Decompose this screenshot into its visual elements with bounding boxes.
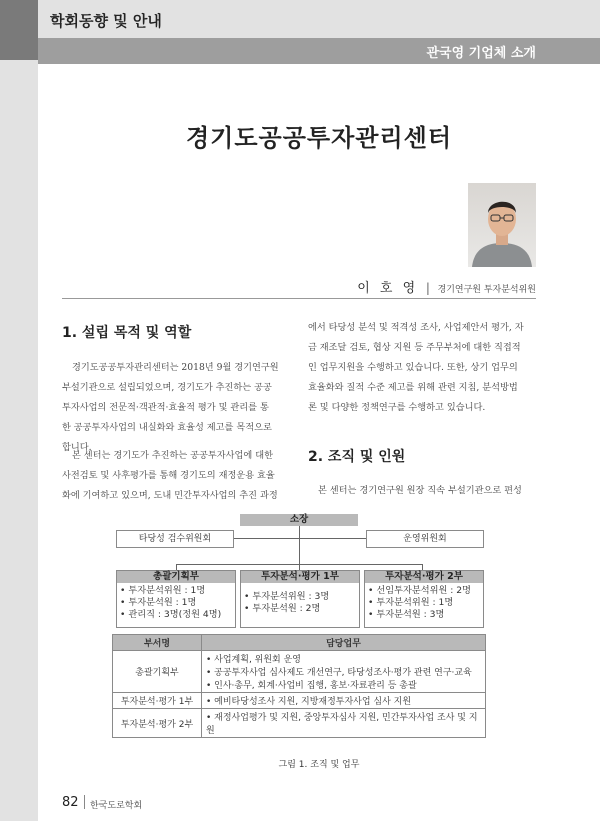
page-number: 82 — [62, 795, 79, 810]
org-connector — [232, 538, 366, 539]
section2-heading: 2. 조직 및 인원 — [308, 449, 406, 465]
department-box — [116, 570, 236, 628]
table-cell-duties — [202, 651, 486, 693]
text-line: 부설기관으로 설립되었으며, 경기도가 추진하는 공공 — [62, 382, 272, 393]
society-name: 한국도로학회 — [90, 801, 143, 811]
section2-paragraph-1 — [308, 481, 536, 501]
text-line: 경기도공공투자관리센터는 2018년 9월 경기연구원 — [72, 362, 279, 373]
section1-paragraph-3 — [308, 318, 536, 418]
org-chart — [112, 512, 486, 632]
author-photo — [468, 183, 536, 267]
section1-paragraph-2 — [62, 446, 292, 506]
table-row — [113, 693, 486, 709]
department-name: 투자분석·평가 1부 — [241, 571, 359, 583]
staff-item: • 투자분석원 : 3명 — [368, 609, 445, 620]
table-row — [113, 709, 486, 738]
author-affiliation: 경기연구원 투자분석위원 — [437, 285, 536, 295]
staff-item: • 관리직 : 3명(정원 4명) — [120, 609, 222, 620]
committee-operations: 운영위원회 — [366, 530, 484, 548]
table-cell-dept: 투자분석·평가 2부 — [113, 709, 202, 738]
duty-item: • 인사·총무, 회계·사업비 집행, 홍보·자료관리 등 총괄 — [206, 681, 417, 691]
text-line: 합니다. — [62, 442, 92, 453]
text-line: 효율화와 질적 수준 제고를 위해 관련 지침, 분석방법 — [308, 382, 518, 393]
staff-item: • 투자분석원 : 2명 — [244, 603, 321, 614]
staff-item: • 투자분석위원 : 1명 — [368, 597, 454, 608]
department-box — [240, 570, 360, 628]
header-accent-block — [0, 0, 38, 60]
author-name: 이 호 영 — [357, 281, 419, 296]
text-line: 인 업무지원을 수행하고 있습니다. 또한, 상기 업무의 — [308, 362, 518, 373]
org-connector — [176, 564, 422, 565]
duty-item: • 재정사업평가 및 지원, 중앙투자심사 지원, 민간투자사업 조사 및 지원 — [206, 713, 478, 736]
staff-item: • 투자분석위원 : 1명 — [120, 585, 206, 596]
author-divider — [62, 298, 536, 299]
table-cell-dept: 총괄기획부 — [113, 651, 202, 693]
table-header: 부서명 — [113, 635, 202, 651]
department-name: 투자분석·평가 2부 — [365, 571, 483, 583]
text-line: 투자사업의 전문적·객관적·효율적 평가 및 관리를 통 — [62, 402, 269, 413]
article-title: 경기도공공투자관리센터 — [185, 123, 453, 152]
table-cell-duties — [202, 693, 486, 709]
footer-divider — [84, 795, 85, 809]
table-row — [113, 651, 486, 693]
text-line: 화에 기여하고 있으며, 도내 민간투자사업의 추진 과정 — [62, 490, 278, 501]
subsection-label: 관국영 기업체 소개 — [426, 46, 536, 61]
staff-item: • 선임투자분석위원 : 2명 — [368, 585, 471, 596]
left-margin-bar — [0, 60, 38, 821]
duty-table — [112, 634, 486, 738]
author-byline: 이 호 영 | 경기연구원 투자분석위원 — [357, 281, 536, 296]
committee-feasibility: 타당성 검수위원회 — [116, 530, 234, 548]
staff-item: • 투자분석원 : 1명 — [120, 597, 197, 608]
section1-heading: 1. 설립 목적 및 역할 — [62, 325, 192, 341]
table-header-row — [113, 635, 486, 651]
duty-item: • 예비타당성조사 지원, 지방재정투자사업 심사 지원 — [206, 697, 412, 707]
text-line: 에서 타당성 분석 및 적격성 조사, 사업제안서 평가, 자 — [308, 322, 524, 333]
department-name: 총괄기획부 — [117, 571, 235, 583]
duty-item: • 사업계획, 위원회 운영 — [206, 655, 301, 665]
section1-paragraph-1 — [62, 358, 292, 458]
text-line: 사전검토 및 사후평가를 통해 경기도의 재정운용 효율 — [62, 470, 275, 481]
org-director: 소장 — [240, 514, 358, 526]
department-box — [364, 570, 484, 628]
person-portrait-icon — [468, 183, 536, 267]
text-line: 본 센터는 경기도가 추진하는 공공투자사업에 대한 — [72, 450, 273, 461]
section-label: 학회동향 및 안내 — [50, 12, 162, 30]
staff-item: • 투자분석위원 : 3명 — [244, 591, 330, 602]
text-line: 한 공공투자사업의 내실화와 효율성 제고를 목적으로 — [62, 422, 272, 433]
table-cell-duties — [202, 709, 486, 738]
duty-item: • 공공투자사업 심사제도 개선연구, 타당성조사·평가 관련 연구·교육 — [206, 668, 472, 678]
text-line: 금 재조달 검토, 협상 지원 등 주무부처에 대한 직접적 — [308, 342, 521, 353]
text-line: 론 및 다양한 정책연구를 수행하고 있습니다. — [308, 402, 486, 413]
table-cell-dept: 투자분석·평가 1부 — [113, 693, 202, 709]
table-header: 담당업무 — [202, 635, 486, 651]
text-line: 본 센터는 경기연구원 원장 직속 부설기관으로 편성 — [318, 485, 522, 496]
figure-caption: 그림 1. 조직 및 업무 — [278, 760, 360, 770]
duty-table-wrapper — [112, 634, 486, 738]
